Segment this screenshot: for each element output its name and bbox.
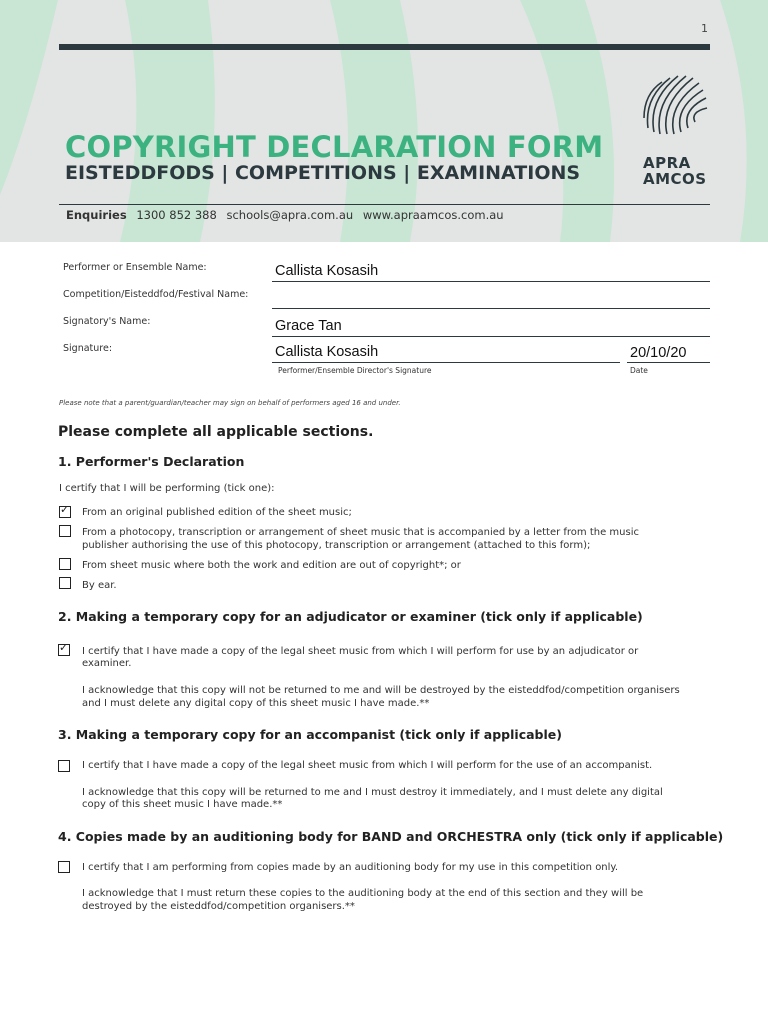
date-caption: Date (630, 366, 648, 375)
section4-checkbox[interactable] (58, 861, 70, 873)
performer-label: Performer or Ensemble Name: (63, 262, 207, 273)
competition-label: Competition/Eisteddfod/Festival Name: (63, 289, 249, 300)
checkmark-icon: ✓ (60, 503, 70, 516)
section4-heading: 4. Copies made by an auditioning body for BAND and ORCHESTRA only (tick only if applicable) (58, 829, 724, 844)
signatory-underline (272, 336, 710, 337)
competition-underline (272, 308, 710, 309)
date-underline (627, 362, 710, 363)
signatory-label: Signatory's Name: (63, 316, 151, 327)
section2-heading: 2. Making a temporary copy for an adjudicator or examiner (tick only if applicable) (58, 609, 643, 624)
performer-underline (272, 281, 710, 282)
section4-text: I certify that I am performing from copies made by an auditioning body for my use in this competition only. (82, 862, 619, 873)
brand-wordmark (643, 155, 707, 187)
page-number: 1 (701, 22, 708, 35)
section1-option1-checkbox[interactable] (59, 503, 71, 518)
section1-intro: I certify that I will be performing (tick one): (59, 483, 275, 494)
section3-text: I certify that I have made a copy of the legal sheet music from which I will perform for the use of an accompanist. (82, 760, 653, 771)
enquiries-email[interactable]: schools@apra.com.au (226, 208, 354, 222)
top-rule (59, 44, 710, 50)
section1-option4-checkbox[interactable] (59, 577, 71, 589)
section2-checkbox[interactable] (58, 641, 70, 656)
section2-ack: I acknowledge that this copy will not be returned to me and will be destroyed by the eisteddfod/competition organisers (82, 685, 680, 696)
signature-field[interactable]: Callista Kosasih (275, 344, 379, 360)
enquiries-phone[interactable]: 1300 852 388 (136, 208, 217, 222)
enquiries-bar (66, 208, 510, 222)
section2-text-cont: examiner. (82, 658, 132, 669)
header-rule (59, 204, 710, 205)
section1-option3-checkbox[interactable] (59, 558, 71, 570)
performer-field[interactable]: Callista Kosasih (275, 263, 379, 279)
page-title: COPYRIGHT DECLARATION FORM (65, 130, 604, 164)
section3-heading: 3. Making a temporary copy for an accompanist (tick only if applicable) (58, 727, 562, 742)
checkmark-icon: ✓ (59, 641, 69, 654)
section1-heading: 1. Performer's Declaration (58, 454, 245, 469)
page-subtitle: EISTEDDFODS | COMPETITIONS | EXAMINATIONS (65, 162, 581, 184)
signature-underline (272, 362, 620, 363)
section1-option1-text: From an original published edition of the sheet music; (82, 507, 352, 518)
section1-option3-text: From sheet music where both the work and edition are out of copyright*; or (82, 560, 461, 571)
signature-caption: Performer/Ensemble Director's Signature (278, 366, 432, 375)
section1-option2-text-cont: publisher authorising the use of this photocopy, transcription or arrangement (attached to this form); (82, 540, 591, 551)
section2-ack-cont: and I must delete any digital copy of this sheet music I have made.** (82, 698, 430, 709)
brand-line1: APRA (643, 154, 691, 172)
section2-text: I certify that I have made a copy of the legal sheet music from which I will perform for use by an adjudicator or (82, 646, 639, 657)
apra-amcos-logo-icon (640, 68, 710, 138)
brand-line2: AMCOS (643, 170, 707, 188)
enquiries-web[interactable]: www.apraamcos.com.au (362, 208, 504, 222)
section4-ack: I acknowledge that I must return these copies to the auditioning body at the end of this section and they will be (82, 888, 644, 899)
signatory-field[interactable]: Grace Tan (275, 318, 342, 334)
section1-option2-text: From a photocopy, transcription or arrangement of sheet music that is accompanied by a letter from the music (82, 527, 639, 538)
signature-label: Signature: (63, 343, 113, 354)
section1-option4-text: By ear. (82, 580, 117, 591)
section3-checkbox[interactable] (58, 760, 70, 772)
guardian-note: Please note that a parent/guardian/teacher may sign on behalf of performers aged 16 and under. (59, 399, 401, 407)
enquiries-label: Enquiries (66, 208, 127, 222)
section1-option2-checkbox[interactable] (59, 525, 71, 537)
section3-ack: I acknowledge that this copy will be returned to me and I must destroy it immediately, and I must delete any digital (82, 787, 663, 798)
section4-ack-cont: destroyed by the eisteddfod/competition organisers.** (82, 901, 355, 912)
date-field[interactable]: 20/10/20 (630, 345, 687, 361)
instruction-heading: Please complete all applicable sections. (58, 424, 374, 440)
section3-ack-cont: copy of this sheet music I have made.** (82, 799, 283, 810)
